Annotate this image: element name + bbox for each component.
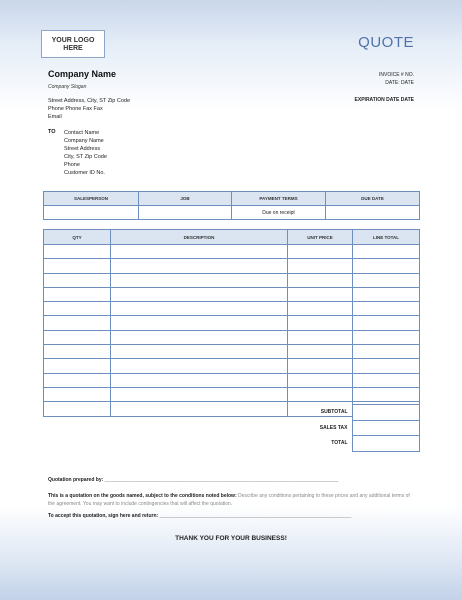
line-total-header: LINE TOTAL bbox=[353, 230, 420, 245]
line-total-cell[interactable] bbox=[353, 245, 420, 259]
sales-info-header-row bbox=[44, 192, 420, 206]
table-row bbox=[44, 245, 420, 259]
table-row bbox=[44, 316, 420, 330]
subtotal-row bbox=[287, 405, 419, 421]
table-row bbox=[44, 273, 420, 287]
line-total-cell[interactable] bbox=[353, 302, 420, 316]
document-title: QUOTE bbox=[358, 34, 414, 51]
quotation-terms bbox=[48, 492, 414, 508]
qty-cell[interactable] bbox=[44, 330, 111, 344]
line-total-cell[interactable] bbox=[353, 373, 420, 387]
payment-terms-header: PAYMENT TERMS bbox=[232, 192, 326, 206]
salesperson-cell[interactable] bbox=[44, 206, 139, 220]
unit-price-cell[interactable] bbox=[288, 259, 353, 273]
qty-cell[interactable] bbox=[44, 302, 111, 316]
job-cell[interactable] bbox=[139, 206, 232, 220]
recipient-customer-id: Customer ID No. bbox=[64, 170, 105, 176]
due-date-header: DUE DATE bbox=[326, 192, 420, 206]
company-contact-block bbox=[48, 97, 130, 121]
description-cell[interactable] bbox=[111, 345, 288, 359]
line-total-cell[interactable] bbox=[353, 387, 420, 401]
total-label: TOTAL bbox=[331, 440, 348, 447]
sales-info-row bbox=[44, 206, 420, 220]
unit-price-header: UNIT PRICE bbox=[288, 230, 353, 245]
qty-cell[interactable] bbox=[44, 359, 111, 373]
sales-tax-value[interactable] bbox=[352, 420, 419, 436]
acceptance-signature-line: To accept this quotation, sign here and return: _____________________________________________________________________ bbox=[48, 513, 352, 519]
qty-cell[interactable] bbox=[44, 387, 111, 401]
total-row bbox=[287, 436, 419, 452]
company-email: Email bbox=[48, 114, 62, 120]
table-row bbox=[44, 387, 420, 401]
recipient-block bbox=[64, 129, 107, 177]
description-cell[interactable] bbox=[111, 245, 288, 259]
table-row bbox=[44, 345, 420, 359]
description-cell[interactable] bbox=[111, 316, 288, 330]
line-total-cell[interactable] bbox=[353, 330, 420, 344]
prepared-by-line: Quotation prepared by: ____________________________________________________________________________________ bbox=[48, 477, 339, 483]
logo-placeholder: YOUR LOGO HERE bbox=[41, 30, 105, 58]
sales-info-table bbox=[43, 191, 420, 220]
sales-tax-label: SALES TAX bbox=[319, 424, 348, 431]
payment-terms-cell[interactable]: Due on receipt bbox=[232, 206, 326, 220]
company-phone-fax: Phone Phone Fax Fax bbox=[48, 106, 103, 112]
unit-price-cell[interactable] bbox=[288, 287, 353, 301]
line-total-cell[interactable] bbox=[353, 345, 420, 359]
line-total-cell[interactable] bbox=[353, 359, 420, 373]
description-cell[interactable] bbox=[111, 330, 288, 344]
unit-price-cell[interactable] bbox=[288, 345, 353, 359]
recipient-city: City, ST Zip Code bbox=[64, 154, 107, 160]
expiration-date: EXPIRATION DATE DATE bbox=[354, 97, 414, 103]
unit-price-cell[interactable] bbox=[288, 373, 353, 387]
line-total-cell[interactable] bbox=[353, 259, 420, 273]
recipient-street: Street Address bbox=[64, 146, 101, 152]
qty-cell[interactable] bbox=[44, 287, 111, 301]
recipient-company-name: Company Name bbox=[64, 138, 104, 144]
invoice-number: INVOICE # NO. bbox=[378, 72, 414, 78]
due-date-cell[interactable] bbox=[326, 206, 420, 220]
qty-cell[interactable] bbox=[44, 316, 111, 330]
company-name: Company Name bbox=[48, 69, 117, 79]
recipient-phone: Phone bbox=[64, 162, 80, 168]
description-cell[interactable] bbox=[111, 273, 288, 287]
qty-cell[interactable] bbox=[44, 245, 111, 259]
subtotal-value[interactable] bbox=[352, 405, 419, 421]
qty-cell[interactable] bbox=[44, 402, 111, 416]
table-row bbox=[44, 359, 420, 373]
table-row bbox=[44, 287, 420, 301]
qty-cell[interactable] bbox=[44, 345, 111, 359]
unit-price-cell[interactable] bbox=[288, 359, 353, 373]
line-items-table bbox=[43, 229, 420, 417]
table-row bbox=[44, 373, 420, 387]
terms-statement: This is a quotation on the goods named, subject to the conditions noted below: bbox=[48, 493, 237, 499]
total-value[interactable] bbox=[352, 436, 419, 452]
subtotal-label: SUBTOTAL bbox=[320, 409, 348, 416]
description-header: DESCRIPTION bbox=[111, 230, 288, 245]
terms-conditions: Describe any conditions pertaining to these prices and any additional terms of the agreement. You may want to include contingencies that will affect the quotation. bbox=[48, 493, 410, 507]
qty-header: QTY bbox=[44, 230, 111, 245]
totals-table bbox=[287, 404, 420, 452]
line-items-body bbox=[44, 245, 420, 417]
quote-date: DATE: DATE bbox=[385, 79, 414, 86]
description-cell[interactable] bbox=[111, 259, 288, 273]
table-row bbox=[44, 259, 420, 273]
quote-meta bbox=[379, 72, 414, 87]
line-items-header-row bbox=[44, 230, 420, 245]
qty-cell[interactable] bbox=[44, 259, 111, 273]
description-cell[interactable] bbox=[111, 287, 288, 301]
description-cell[interactable] bbox=[111, 402, 288, 416]
description-cell[interactable] bbox=[111, 359, 288, 373]
line-total-cell[interactable] bbox=[353, 287, 420, 301]
unit-price-cell[interactable] bbox=[288, 330, 353, 344]
salesperson-header: SALESPERSON bbox=[44, 192, 139, 206]
company-address: Street Address, City, ST Zip Code bbox=[48, 98, 131, 104]
unit-price-cell[interactable] bbox=[288, 245, 353, 259]
job-header: JOB bbox=[139, 192, 232, 206]
table-row bbox=[44, 302, 420, 316]
recipient-contact-name: Contact Name bbox=[64, 130, 100, 136]
description-cell[interactable] bbox=[111, 373, 288, 387]
line-total-cell[interactable] bbox=[353, 273, 420, 287]
unit-price-cell[interactable] bbox=[288, 316, 353, 330]
description-cell[interactable] bbox=[111, 302, 288, 316]
unit-price-cell[interactable] bbox=[288, 302, 353, 316]
table-row bbox=[44, 330, 420, 344]
unit-price-cell[interactable] bbox=[288, 387, 353, 401]
company-slogan: Company Slogan bbox=[48, 84, 87, 90]
qty-cell[interactable] bbox=[44, 373, 111, 387]
qty-cell[interactable] bbox=[44, 273, 111, 287]
sales-tax-row bbox=[287, 420, 419, 436]
line-total-cell[interactable] bbox=[353, 316, 420, 330]
description-cell[interactable] bbox=[111, 387, 288, 401]
to-label: TO bbox=[48, 129, 56, 135]
thank-you-message: THANK YOU FOR YOUR BUSINESS! bbox=[175, 535, 287, 542]
unit-price-cell[interactable] bbox=[288, 273, 353, 287]
